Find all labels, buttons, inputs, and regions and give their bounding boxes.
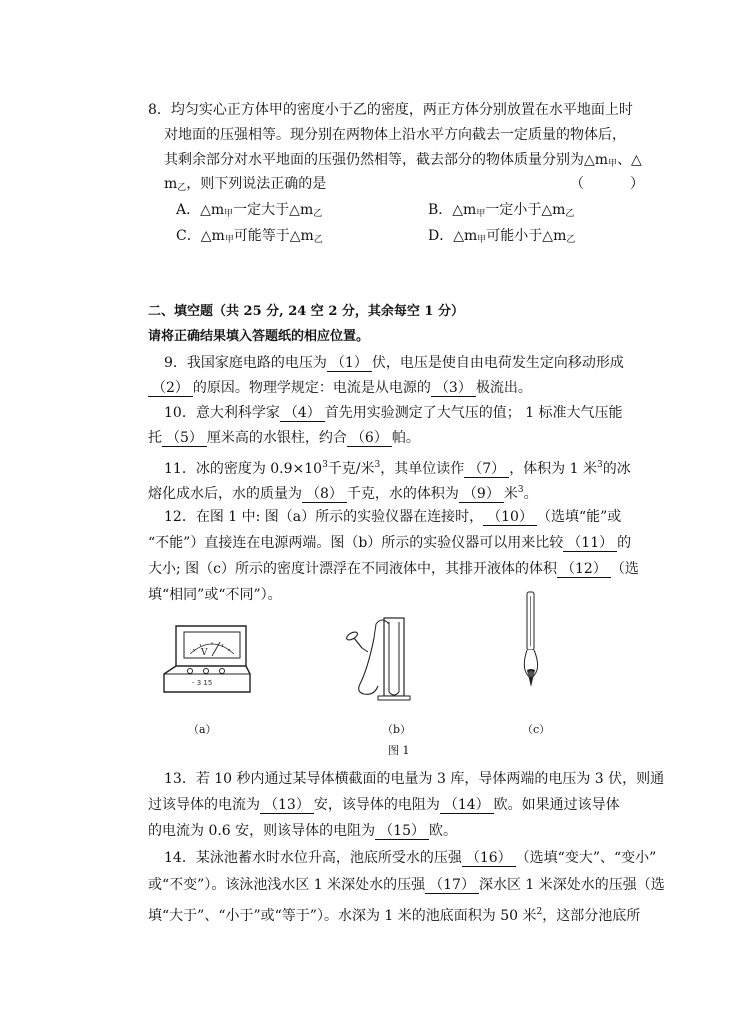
q14-text: （选填“变大”、“变小” xyxy=(515,850,657,866)
q13-text: 欧。如果通过该导体 xyxy=(493,797,620,813)
blank-16[interactable]: （16） xyxy=(462,850,516,867)
blank-8[interactable]: （8） xyxy=(302,486,347,503)
blank-7[interactable]: （7） xyxy=(464,461,509,478)
q11-text: 千克，水的体积为 xyxy=(346,486,459,502)
blank-10[interactable]: （10） xyxy=(483,509,537,526)
subscript: 乙 xyxy=(566,235,576,245)
q14-text: 14．某泳池蓄水时水位升高，池底所受水的压强 xyxy=(164,850,462,866)
q11-text: ，体积为 1 米 xyxy=(509,461,597,477)
section-instruction: 请将正确结果填入答题纸的相应位置。 xyxy=(148,329,370,344)
q8-text: 对地面的压强相等。现分别在两物体上沿水平方向截去一定质量的物体后， xyxy=(164,127,626,143)
q8-text: m xyxy=(164,176,178,192)
meter-label: V xyxy=(201,648,208,658)
q11-text: 千克/米 xyxy=(327,461,375,477)
q12-text: （选 xyxy=(610,561,639,577)
blank-3[interactable]: （3） xyxy=(431,380,476,397)
q11-text: 11．冰的密度为 0.9×10 xyxy=(164,461,323,477)
q10-line1 xyxy=(164,404,623,422)
hydrometer-figure xyxy=(516,590,546,694)
q13-text: 安，该导体的电阻为 xyxy=(313,797,440,813)
subscript: 乙 xyxy=(565,209,575,219)
q14-text: ，这部分池底所 xyxy=(542,908,641,924)
section-title: 二、填空题（共 25 分, 24 空 2 分，其余每空 1 分） xyxy=(148,304,465,319)
option-label: B．△m xyxy=(428,202,477,218)
option-label: D．△m xyxy=(428,228,478,244)
terminal-labels: - 3 15 xyxy=(192,679,213,687)
option-label: C．△m xyxy=(176,228,225,244)
q8-line3 xyxy=(164,151,642,173)
q14-text: 或“不变”）。该泳池浅水区 1 米深处水的压强 xyxy=(148,877,426,893)
subscript: 甲 xyxy=(224,235,234,245)
q10-line2 xyxy=(148,429,420,447)
superscript: 2 xyxy=(536,907,543,917)
q11-line2 xyxy=(148,481,538,503)
subscript: 乙 xyxy=(313,235,323,245)
blank-14[interactable]: （14） xyxy=(440,797,494,814)
option-text: 一定小于△m xyxy=(485,202,566,218)
q9-text: 伏，电压是使自由电荷发生定向移动形成 xyxy=(371,355,624,371)
q9-text: 9．我国家庭电路的电压为 xyxy=(164,355,327,371)
blank-17[interactable]: （17） xyxy=(425,877,479,894)
paren-open: （ xyxy=(570,176,584,192)
q10-text: 10．意大利科学家 xyxy=(164,405,280,421)
q12-text: 的 xyxy=(617,535,632,551)
q14-line3 xyxy=(148,903,640,925)
subscript: 乙 xyxy=(177,183,187,193)
q11-text: 米 xyxy=(503,486,518,502)
q13-text: 欧。 xyxy=(429,823,457,839)
blank-5[interactable]: （5） xyxy=(162,430,207,447)
q11-text: ，其单位读作 xyxy=(380,461,465,477)
option-text: 可能等于△m xyxy=(233,228,314,244)
q12-text: 12．在图 1 中: 图（a）所示的实验仪器在连接时， xyxy=(164,509,484,525)
q11-text: 。 xyxy=(523,486,538,502)
option-text: 可能小于△m xyxy=(486,228,567,244)
blank-1[interactable]: （1） xyxy=(327,355,372,372)
q12-line2 xyxy=(148,534,631,552)
q8-text: 均匀实心正方体甲的密度小于乙的密度，两正方体分别放置在水平地面上时 xyxy=(170,102,633,118)
q8-text: 、△ xyxy=(617,152,642,168)
q13-text: 的电流为 0.6 安，则该导体的电阻为 xyxy=(148,823,376,839)
superscript: 3 xyxy=(374,460,381,470)
q10-text: 帕。 xyxy=(391,430,420,446)
q12-text: “不能”）直接连在电源两端。图（b）所示的实验仪器可以用来比较 xyxy=(148,535,564,551)
q8-option-c[interactable] xyxy=(176,227,323,249)
blank-13[interactable]: （13） xyxy=(260,797,314,814)
q8-text: ，则下列说法正确的是 xyxy=(186,176,327,192)
subscript: 甲 xyxy=(608,159,618,169)
q14-text: 深水区 1 米深处水的压强（选 xyxy=(478,877,665,893)
q12-text: （选填“能”或 xyxy=(536,509,622,525)
q9-line1 xyxy=(164,354,624,372)
q9-text: 的原因。物理学规定：电流是从电源的 xyxy=(192,380,431,396)
caption-c: （c） xyxy=(522,723,551,736)
paren-close: ） xyxy=(630,176,644,192)
q8-line4 xyxy=(164,175,644,197)
q10-text: 首先用实验测定了大气压的值； 1 标准大气压能 xyxy=(324,405,623,421)
blank-4[interactable]: （4） xyxy=(280,405,325,422)
q9-line2 xyxy=(148,379,532,397)
q13-text: 过该导体的电流为 xyxy=(148,797,260,813)
q12-line4: 填“相同”或“不同”）。 xyxy=(148,587,282,603)
q14-text: 填“大于”、“小于”或“等于”）。水深为 1 米的池底面积为 50 米 xyxy=(148,908,537,924)
caption-b: （b） xyxy=(382,723,412,736)
q12-text: 大小; 图（c）所示的密度计漂浮在不同液体中，其排开液体的体积 xyxy=(148,561,558,577)
figure-title: 图 1 xyxy=(388,744,410,757)
q11-text: 熔化成水后，水的质量为 xyxy=(148,486,302,502)
answer-parentheses xyxy=(570,175,644,193)
superscript: 3 xyxy=(517,485,524,495)
q8-number: 8． xyxy=(148,102,171,118)
q14-line2 xyxy=(148,876,665,894)
q9-text: 极流出。 xyxy=(475,380,532,396)
q10-text: 托 xyxy=(148,430,162,446)
subscript: 乙 xyxy=(313,209,323,219)
superscript: 3 xyxy=(597,460,603,470)
superscript: 3 xyxy=(322,460,328,470)
manometer-figure xyxy=(338,612,420,704)
caption-a: （a） xyxy=(188,723,217,736)
q14-line1 xyxy=(164,849,656,867)
q13-line1: 13．若 10 秒内通过某导体横截面的电量为 3 库，导体两端的电压为 3 伏，则通 xyxy=(164,771,665,787)
q12-line3 xyxy=(148,560,639,578)
option-label: A．△m xyxy=(176,202,225,218)
blank-11[interactable]: （11） xyxy=(563,535,617,552)
subscript: 甲 xyxy=(477,235,487,245)
voltmeter-figure xyxy=(160,622,256,698)
option-text: 一定大于△m xyxy=(233,202,314,218)
q8-line1 xyxy=(148,101,633,119)
q13-line3 xyxy=(148,822,457,840)
blank-15[interactable]: （15） xyxy=(375,823,429,840)
q8-line2 xyxy=(164,126,626,144)
q11-text: 的冰 xyxy=(602,461,631,477)
q10-text: 厘米高的水银柱，约合 xyxy=(206,430,347,446)
q8-option-d[interactable] xyxy=(428,227,575,249)
q12-line1 xyxy=(164,508,621,526)
q8-text: 其剩余部分对水平地面的压强仍然相等，截去部分的物体质量分别为△m xyxy=(164,152,609,168)
subscript: 甲 xyxy=(224,209,234,219)
blank-9[interactable]: （9） xyxy=(459,486,504,503)
q11-line1 xyxy=(164,456,631,478)
q13-line2 xyxy=(148,796,620,814)
subscript: 甲 xyxy=(476,209,486,219)
q8-option-b[interactable] xyxy=(428,201,574,223)
q8-option-a[interactable] xyxy=(176,201,322,223)
blank-12[interactable]: （12） xyxy=(557,561,611,578)
blank-6[interactable]: （6） xyxy=(347,430,392,447)
blank-2[interactable]: （2） xyxy=(148,380,193,397)
